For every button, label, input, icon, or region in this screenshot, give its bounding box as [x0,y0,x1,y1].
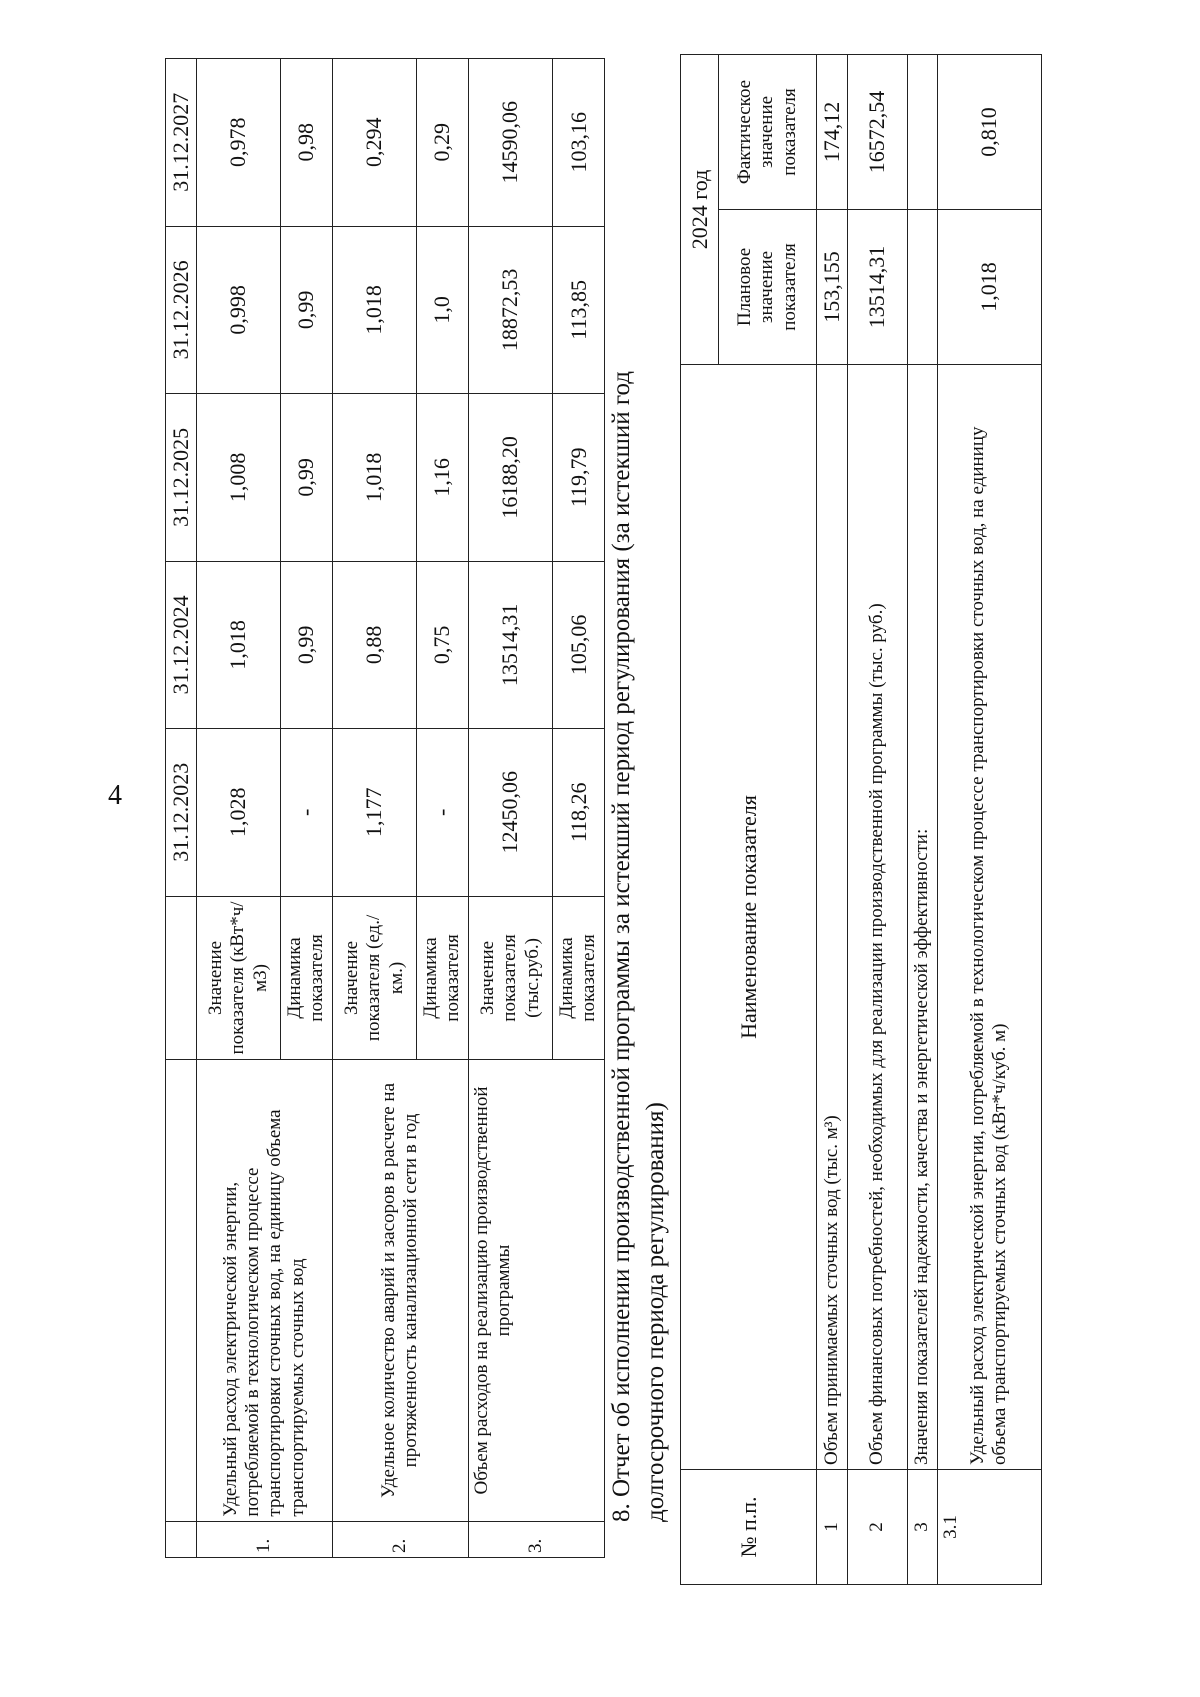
column-header-name: Наименование показателя [681,365,817,1470]
table-cell: 0,99 [280,394,332,561]
table-cell: 0,99 [280,561,332,728]
indicator-name: Объем расходов на реализацию производственной программы [468,1060,604,1521]
table-row [817,54,848,1584]
table-cell: - [416,729,468,896]
year-header: 31.12.2027 [166,59,197,227]
table-cell: 12450,06 [468,729,552,896]
table-cell: 174,12 [817,54,848,209]
table-row [907,54,937,1584]
column-header-fact: Фактическое значение показателя [719,54,817,209]
table-cell: 0,294 [332,59,416,227]
row-number: 2. [332,1521,468,1557]
page-number: 4 [108,780,122,811]
dynamics-label: Динамика показателя [552,896,604,1060]
indicator-name: Удельный расход электрической энергии, потребляемой в технологическом процессе транспортировки сточных вод, на единицу объема транспортируемых сточных вод [196,1060,332,1521]
report-table [680,54,1042,1585]
indicator-name: Значения показателей надежности, качества и энергетической эффективности: [907,365,937,1470]
table-row [196,59,280,1558]
table-cell: 0,98 [280,59,332,227]
row-number: 3.1 [937,1470,1041,1585]
table-cell: 0,88 [332,561,416,728]
row-number: 1. [196,1521,332,1557]
table-cell: 0,75 [416,561,468,728]
table-cell: 0,810 [937,54,1041,209]
table-cell: 1,018 [937,210,1041,365]
year-header: 31.12.2026 [166,226,197,393]
section-heading-line: долгосрочного периода регулирования) [641,1102,669,1522]
year-header: 31.12.2024 [166,561,197,728]
column-header-year: 2024 год [681,54,719,364]
table-row [937,54,1041,1584]
table-cell: 1,008 [196,394,280,561]
table-cell: 1,018 [332,226,416,393]
table-cell: - [280,729,332,896]
column-header-number: № п.п. [681,1470,817,1585]
table-cell: 118,26 [552,729,604,896]
indicator-name: Удельный расход электрической энергии, потребляемой в технологическом процессе транспортировки сточных вод, на единицу объема транспортируемых сточных вод (кВт*ч/куб. м) [937,365,1041,1470]
table-cell: 1,018 [332,394,416,561]
table-cell: 18872,53 [468,226,552,393]
indicator-name: Объем принимаемых сточных вод (тыс. м³) [817,365,848,1470]
report-table-block [680,55,1040,1585]
table-header-row [166,59,197,1558]
table-cell: 13514,31 [847,210,907,365]
table-cell: 113,85 [552,226,604,393]
dynamics-label: Динамика показателя [280,896,332,1060]
indicators-table-block [165,58,605,1558]
row-number: 2 [847,1470,907,1585]
table-cell: 16572,54 [847,54,907,209]
table-cell: 0,978 [196,59,280,227]
table-cell: 14590,06 [468,59,552,227]
table-cell: 1,177 [332,729,416,896]
table-cell [907,210,937,365]
section-heading-line: 8. Отчет об исполнении производственной программы за истекший период регулирования (за истекший год [608,371,635,1522]
table-cell: 105,06 [552,561,604,728]
table-cell: 0,99 [280,226,332,393]
table-cell: 0,29 [416,59,468,227]
value-label: Значение показателя (кВт*ч/м3) [196,896,280,1060]
value-label: Значение показателя (тыс.руб.) [468,896,552,1060]
row-number: 3. [468,1521,604,1557]
table-cell [907,54,937,209]
table-cell: 0,998 [196,226,280,393]
indicator-name: Объем финансовых потребностей, необходимых для реализации производственной программы (тыс. руб.) [847,365,907,1470]
indicators-table [165,58,605,1558]
row-number: 3 [907,1470,937,1585]
value-label: Значение показателя (ед./км.) [332,896,416,1060]
table-row [468,59,552,1558]
year-header: 31.12.2023 [166,729,197,896]
row-number: 1 [817,1470,848,1585]
table-cell: 1,0 [416,226,468,393]
table-cell: 1,028 [196,729,280,896]
table-cell: 153,155 [817,210,848,365]
table-cell: 1,018 [196,561,280,728]
column-header-plan: Плановое значение показателя [719,210,817,365]
table-cell: 103,16 [552,59,604,227]
table-row [332,59,416,1558]
table-cell: 119,79 [552,394,604,561]
indicator-name: Удельное количество аварий и засоров в расчете на протяженность канализационной сети в год [332,1060,468,1521]
year-header: 31.12.2025 [166,394,197,561]
table-cell: 1,16 [416,394,468,561]
table-cell: 13514,31 [468,561,552,728]
dynamics-label: Динамика показателя [416,896,468,1060]
table-row [847,54,907,1584]
table-cell: 16188,20 [468,394,552,561]
table-header-row [681,54,719,1584]
